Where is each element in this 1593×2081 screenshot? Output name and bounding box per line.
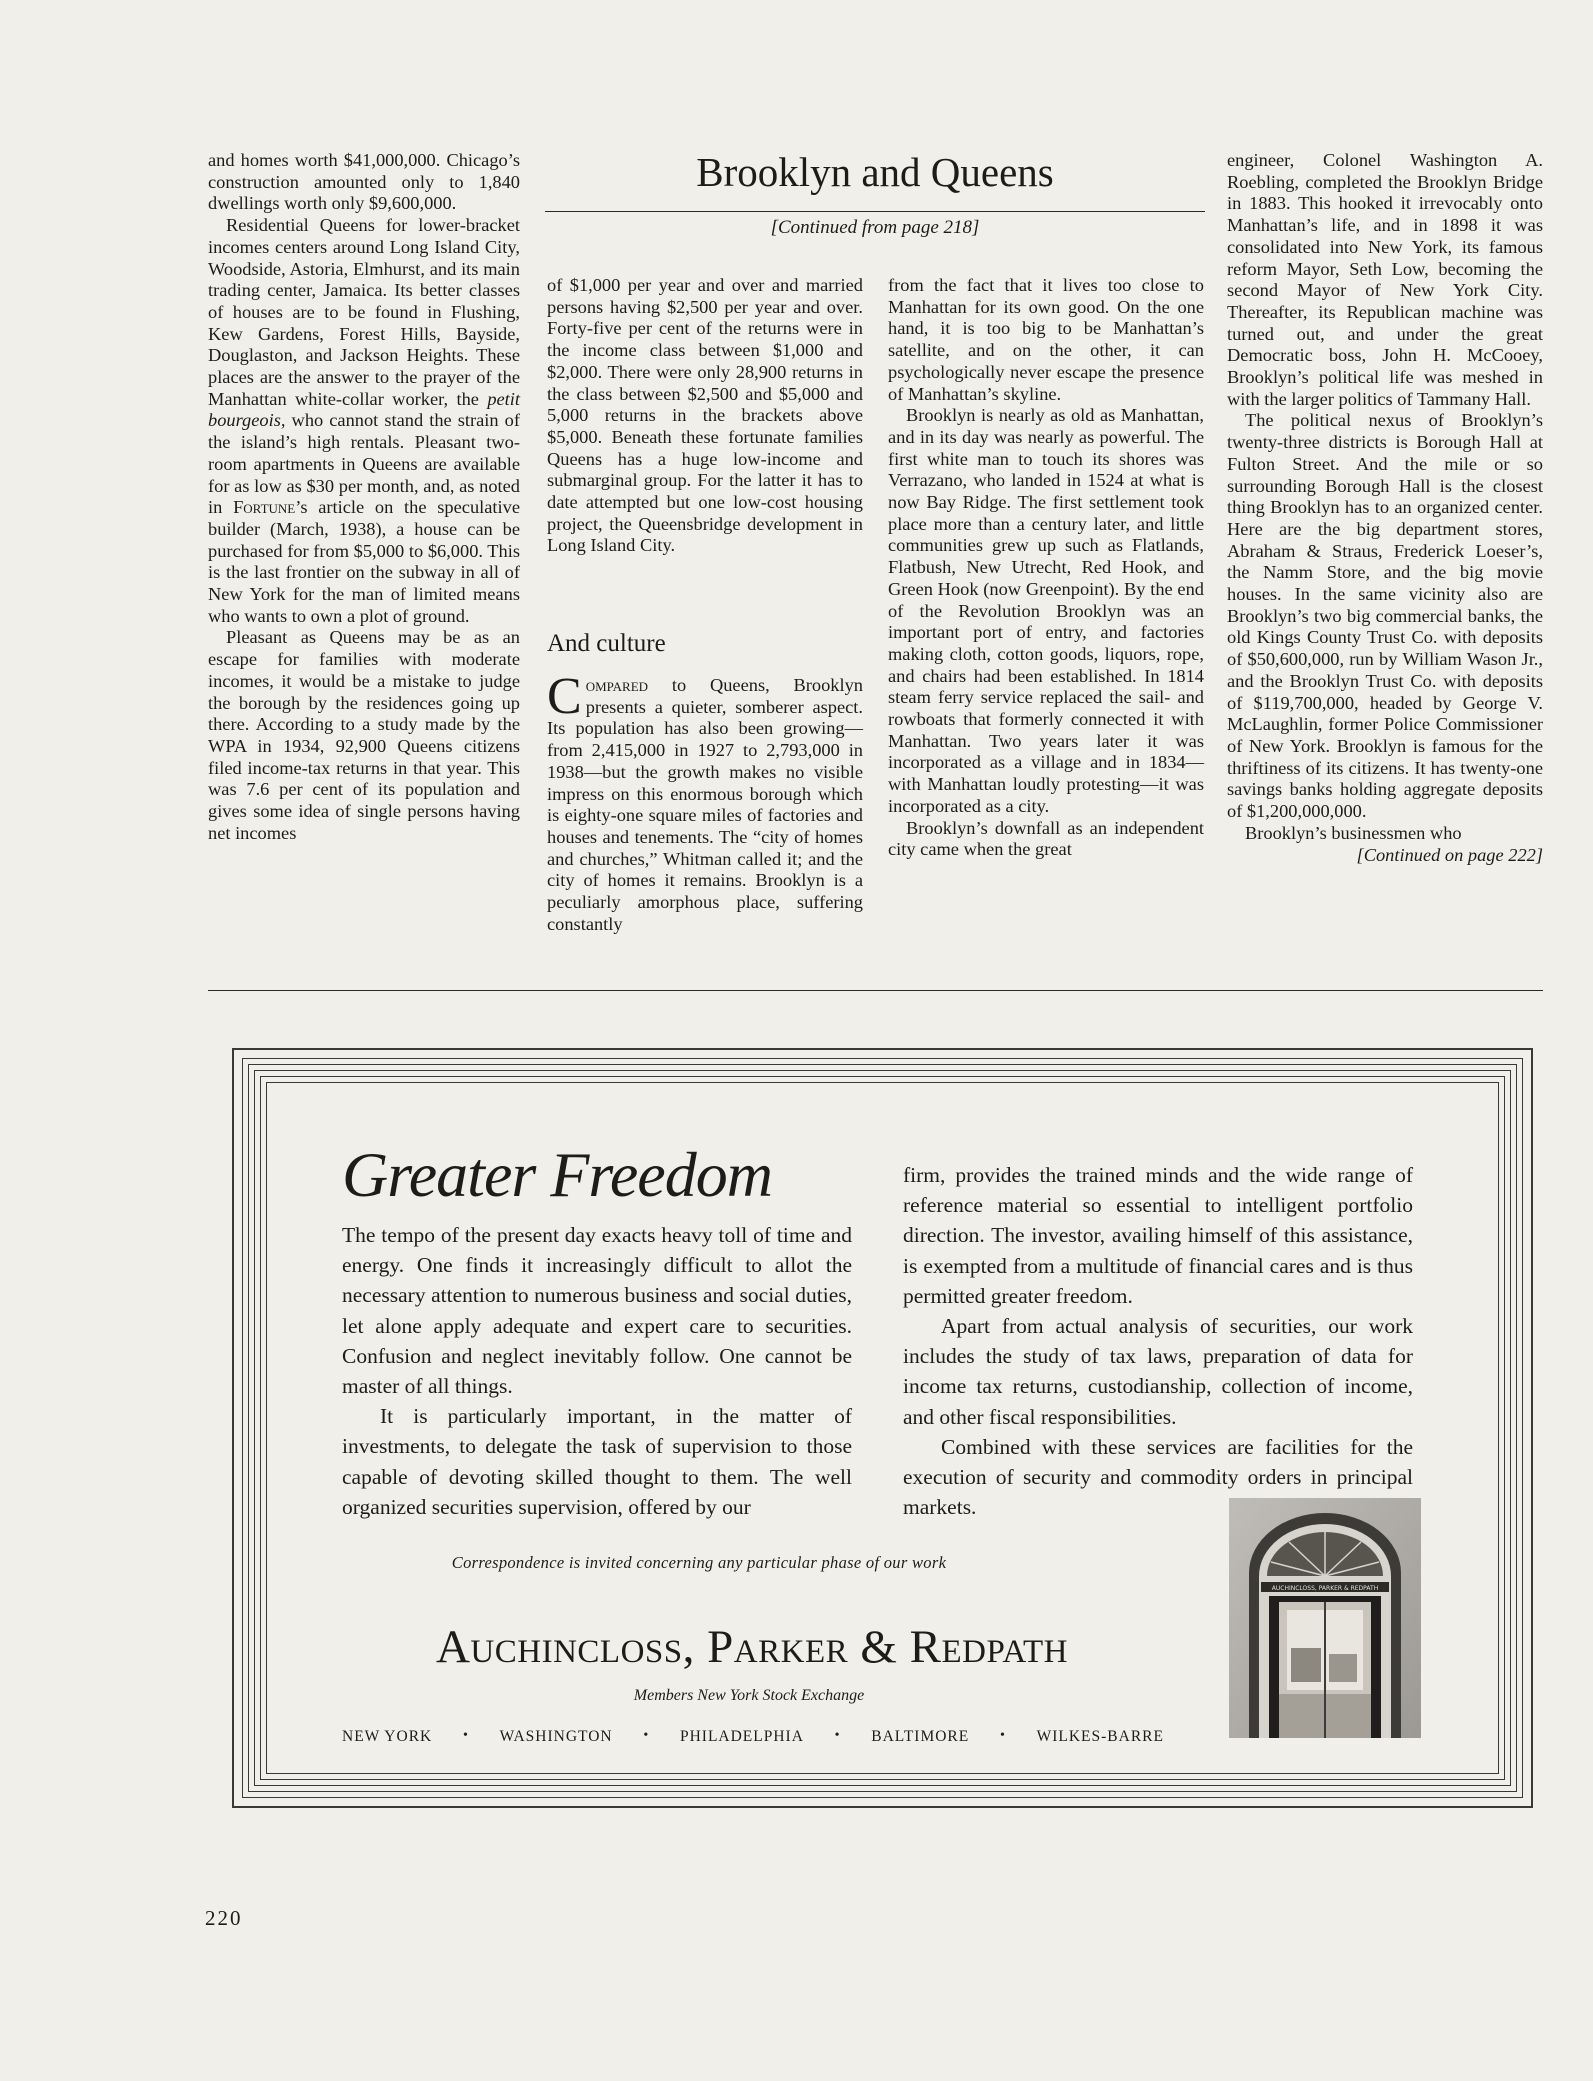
ad-firm-name: Auchincloss, Parker & Redpath — [435, 1621, 1068, 1673]
ad-paragraph: Apart from actual analysis of securities, our work includes the study of tax laws, preparation of data for income tax returns, custodianship, collection of income, and other fiscal responsibilities. — [903, 1314, 1413, 1429]
article-column-1 — [208, 150, 520, 845]
ad-column-right — [903, 1160, 1413, 1522]
bullet-separator-icon: • — [834, 1728, 841, 1743]
lead-in: ompared — [585, 675, 649, 695]
article-column-4 — [1227, 150, 1543, 866]
paragraph: from the fact that it lives too close to Manhattan for its own good. On the one hand, it is too big to be Manhattan’s satellite, and on the other, it can psychologically never escape the presence of Manhattan’s skyline. — [888, 275, 1204, 404]
city-name: NEW YORK — [342, 1728, 433, 1745]
article-column-2 — [547, 275, 863, 557]
advertisement — [232, 1048, 1533, 1808]
city-name: WASHINGTON — [499, 1728, 613, 1745]
city-name: WILKES-BARRE — [1036, 1728, 1164, 1745]
article-bottom-rule — [208, 990, 1543, 991]
paragraph: of $1,000 per year and over and married persons having $2,500 per year and over. Forty-five per cent of the returns were in the income class between $1,000 and $2,000. There were only 28,900 returns in the class between $2,500 and $5,000 and 5,000 returns in the brackets above $5,000. Beneath these fortunate families Queens has a huge low-income and submarginal group. For the latter it has to date attempted but one low-cost housing project, the Queensbridge development in Long Island City. — [547, 275, 863, 556]
paragraph: The political nexus of Brooklyn’s twenty-three districts is Borough Hall at Fulton Street. And the mile or so surrounding Borough Hall is the closest thing Brooklyn has to an organized center. Here are the big department stores, Abraham & Straus, Frederick Loeser’s, the Namm Store, and the big movie houses. In the same vicinity also are Brooklyn’s two big commercial banks, the old Kings County Trust Co. with deposits of $50,600,000, run by William Wason Jr., and the Brooklyn Trust Co. with deposits of $119,700,000, headed by George V. McLaughlin, former Police Commissioner of New York. Brooklyn is famous for the thriftiness of its citizens. It has twenty-one savings banks holding aggregate deposits of $1,200,000,000. — [1227, 410, 1543, 822]
photo-sign-text: AUCHINCLOSS, PARKER & REDPATH — [1271, 1585, 1379, 1592]
bullet-separator-icon: • — [462, 1728, 469, 1743]
ad-paragraph: firm, provides the trained minds and the wide range of reference material so essential to intelligent portfolio direction. The investor, availing himself of this assistance, is exempted from a multitude of financial cares and is thus permitted greater freedom. — [903, 1163, 1413, 1308]
ad-paragraph: It is particularly important, in the matter of investments, to delegate the task of supervision to those capable of devoting skilled thought to them. The well organized securities supervision, offered by our — [342, 1404, 852, 1519]
paragraph: Residential Queens for lower-bracket incomes centers around Long Island City, Woodside, Astoria, Elmhurst, and its main trading center, Jamaica. Its better classes of houses are to be found in Flushing, Kew Gardens, Forest Hills, Bayside, Douglaston, and Jackson Heights. These places are the answer to the prayer of the Manhattan white-collar worker, the petit bourgeois, who cannot stand the strain of the island’s high rentals. Pleasant two-room apartments in Queens are available for as low as $30 per month, and, as noted in Fortune’s article on the speculative builder (March, 1938), a house can be purchased for from $5,000 to $6,000. This is the last frontier on the subway in all of New York for the man of limited means who wants to own a plot of ground. — [208, 215, 520, 626]
article-headline: Brooklyn and Queens — [696, 149, 1054, 195]
ad-cities-line — [342, 1728, 1164, 1746]
doorway-illustration — [1229, 1498, 1421, 1738]
ad-paragraph: The tempo of the present day exacts heavy toll of time and energy. One finds it increasingly difficult to allot the necessary attention to numerous business and social duties, let alone apply adequate and expert care to securities. Confusion and neglect inevitably follow. One cannot be master of all things. — [342, 1223, 852, 1399]
city-name: BALTIMORE — [871, 1728, 970, 1745]
continued-on-note: [Continued on page 222] — [1356, 844, 1543, 865]
ad-paragraph: Combined with these services are facilities for the execution of security and commodity orders in principal markets. — [903, 1434, 1413, 1520]
headline-rule — [545, 211, 1205, 212]
office-doorway-photo — [1229, 1498, 1421, 1738]
paragraph: Compared to Queens, Brooklyn presents a quieter, somberer aspect. Its population has also been growing—from 2,415,000 in 1927 to 2,793,000 in 1938—but the growth makes no visible impress on this enormous borough which is eighty-one square miles of factories and houses and tenements. The “city of homes and churches,” Whitman called it; and the city of homes it remains. Brooklyn is a peculiarly amorphous place, suffering constantly — [547, 668, 863, 934]
bullet-separator-icon: • — [643, 1728, 650, 1743]
page-number: 220 — [205, 1906, 243, 1930]
article-column-3 — [888, 275, 1204, 861]
section-subhead: And culture — [547, 630, 666, 657]
article-column-2-continued — [547, 668, 863, 935]
fortune-brand: Fortune — [233, 497, 296, 518]
ad-content — [234, 1050, 1535, 1810]
paragraph: Brooklyn’s businessmen who — [1245, 822, 1462, 843]
bullet-separator-icon: • — [999, 1728, 1006, 1743]
paragraph: and homes worth $41,000,000. Chicago’s construction amounted only to 1,840 dwellings worth only $9,600,000. — [208, 150, 520, 214]
italic-phrase: petit bourgeois, — [208, 388, 520, 431]
drop-cap: C — [547, 668, 582, 725]
paragraph: Brooklyn’s downfall as an independent city came when the great — [888, 817, 1204, 860]
paragraph: Brooklyn is nearly as old as Manhattan, and in its day was nearly as powerful. The first white man to touch its shores was Verrazano, who landed in 1524 at what is now Bay Ridge. The first settlement took place more than a century later, and little communities grew up such as Flatlands, Flatbush, New Utrecht, Red Hook, and Green Hook (now Greenpoint). By the end of the Revolution Brooklyn was an important port of entry, and factories making cloth, cotton goods, liquors, rope, and chairs had been established. In 1814 steam ferry service replaced the sail- and rowboats that formerly connected it with Manhattan. Two years later it was incorporated as a village and in 1834—with Manhattan loudly protesting—it was incorporated as a city. — [888, 405, 1204, 816]
paragraph: Pleasant as Queens may be as an escape for families with moderate incomes, it would be a mistake to judge the borough by the residences going up there. According to a study made by the WPA in 1934, 92,900 Queens citizens filed income-tax returns in that year. This was 7.6 per cent of its population and gives some idea of single persons having net incomes — [208, 627, 520, 843]
city-name: PHILADELPHIA — [679, 1728, 804, 1745]
ad-column-left — [342, 1220, 852, 1522]
continued-from-note: [Continued from page 218] — [770, 217, 980, 238]
ad-members-line: Members New York Stock Exchange — [633, 1687, 865, 1704]
ad-correspondence-note: Correspondence is invited concerning any particular phase of our work — [451, 1553, 947, 1572]
paragraph: engineer, Colonel Washington A. Roebling, completed the Brooklyn Bridge in 1883. This hooked it irrevocably onto Manhattan’s life, and in 1898 it was consolidated into New York, its famous reform Mayor, Seth Low, becoming the second Mayor of New York City. Thereafter, its Republican machine was turned out, and under the great Democratic boss, John H. McCooey, Brooklyn’s political life was meshed in with the larger politics of Tammany Hall. — [1227, 150, 1543, 409]
ad-headline: Greater Freedom — [342, 1139, 772, 1210]
